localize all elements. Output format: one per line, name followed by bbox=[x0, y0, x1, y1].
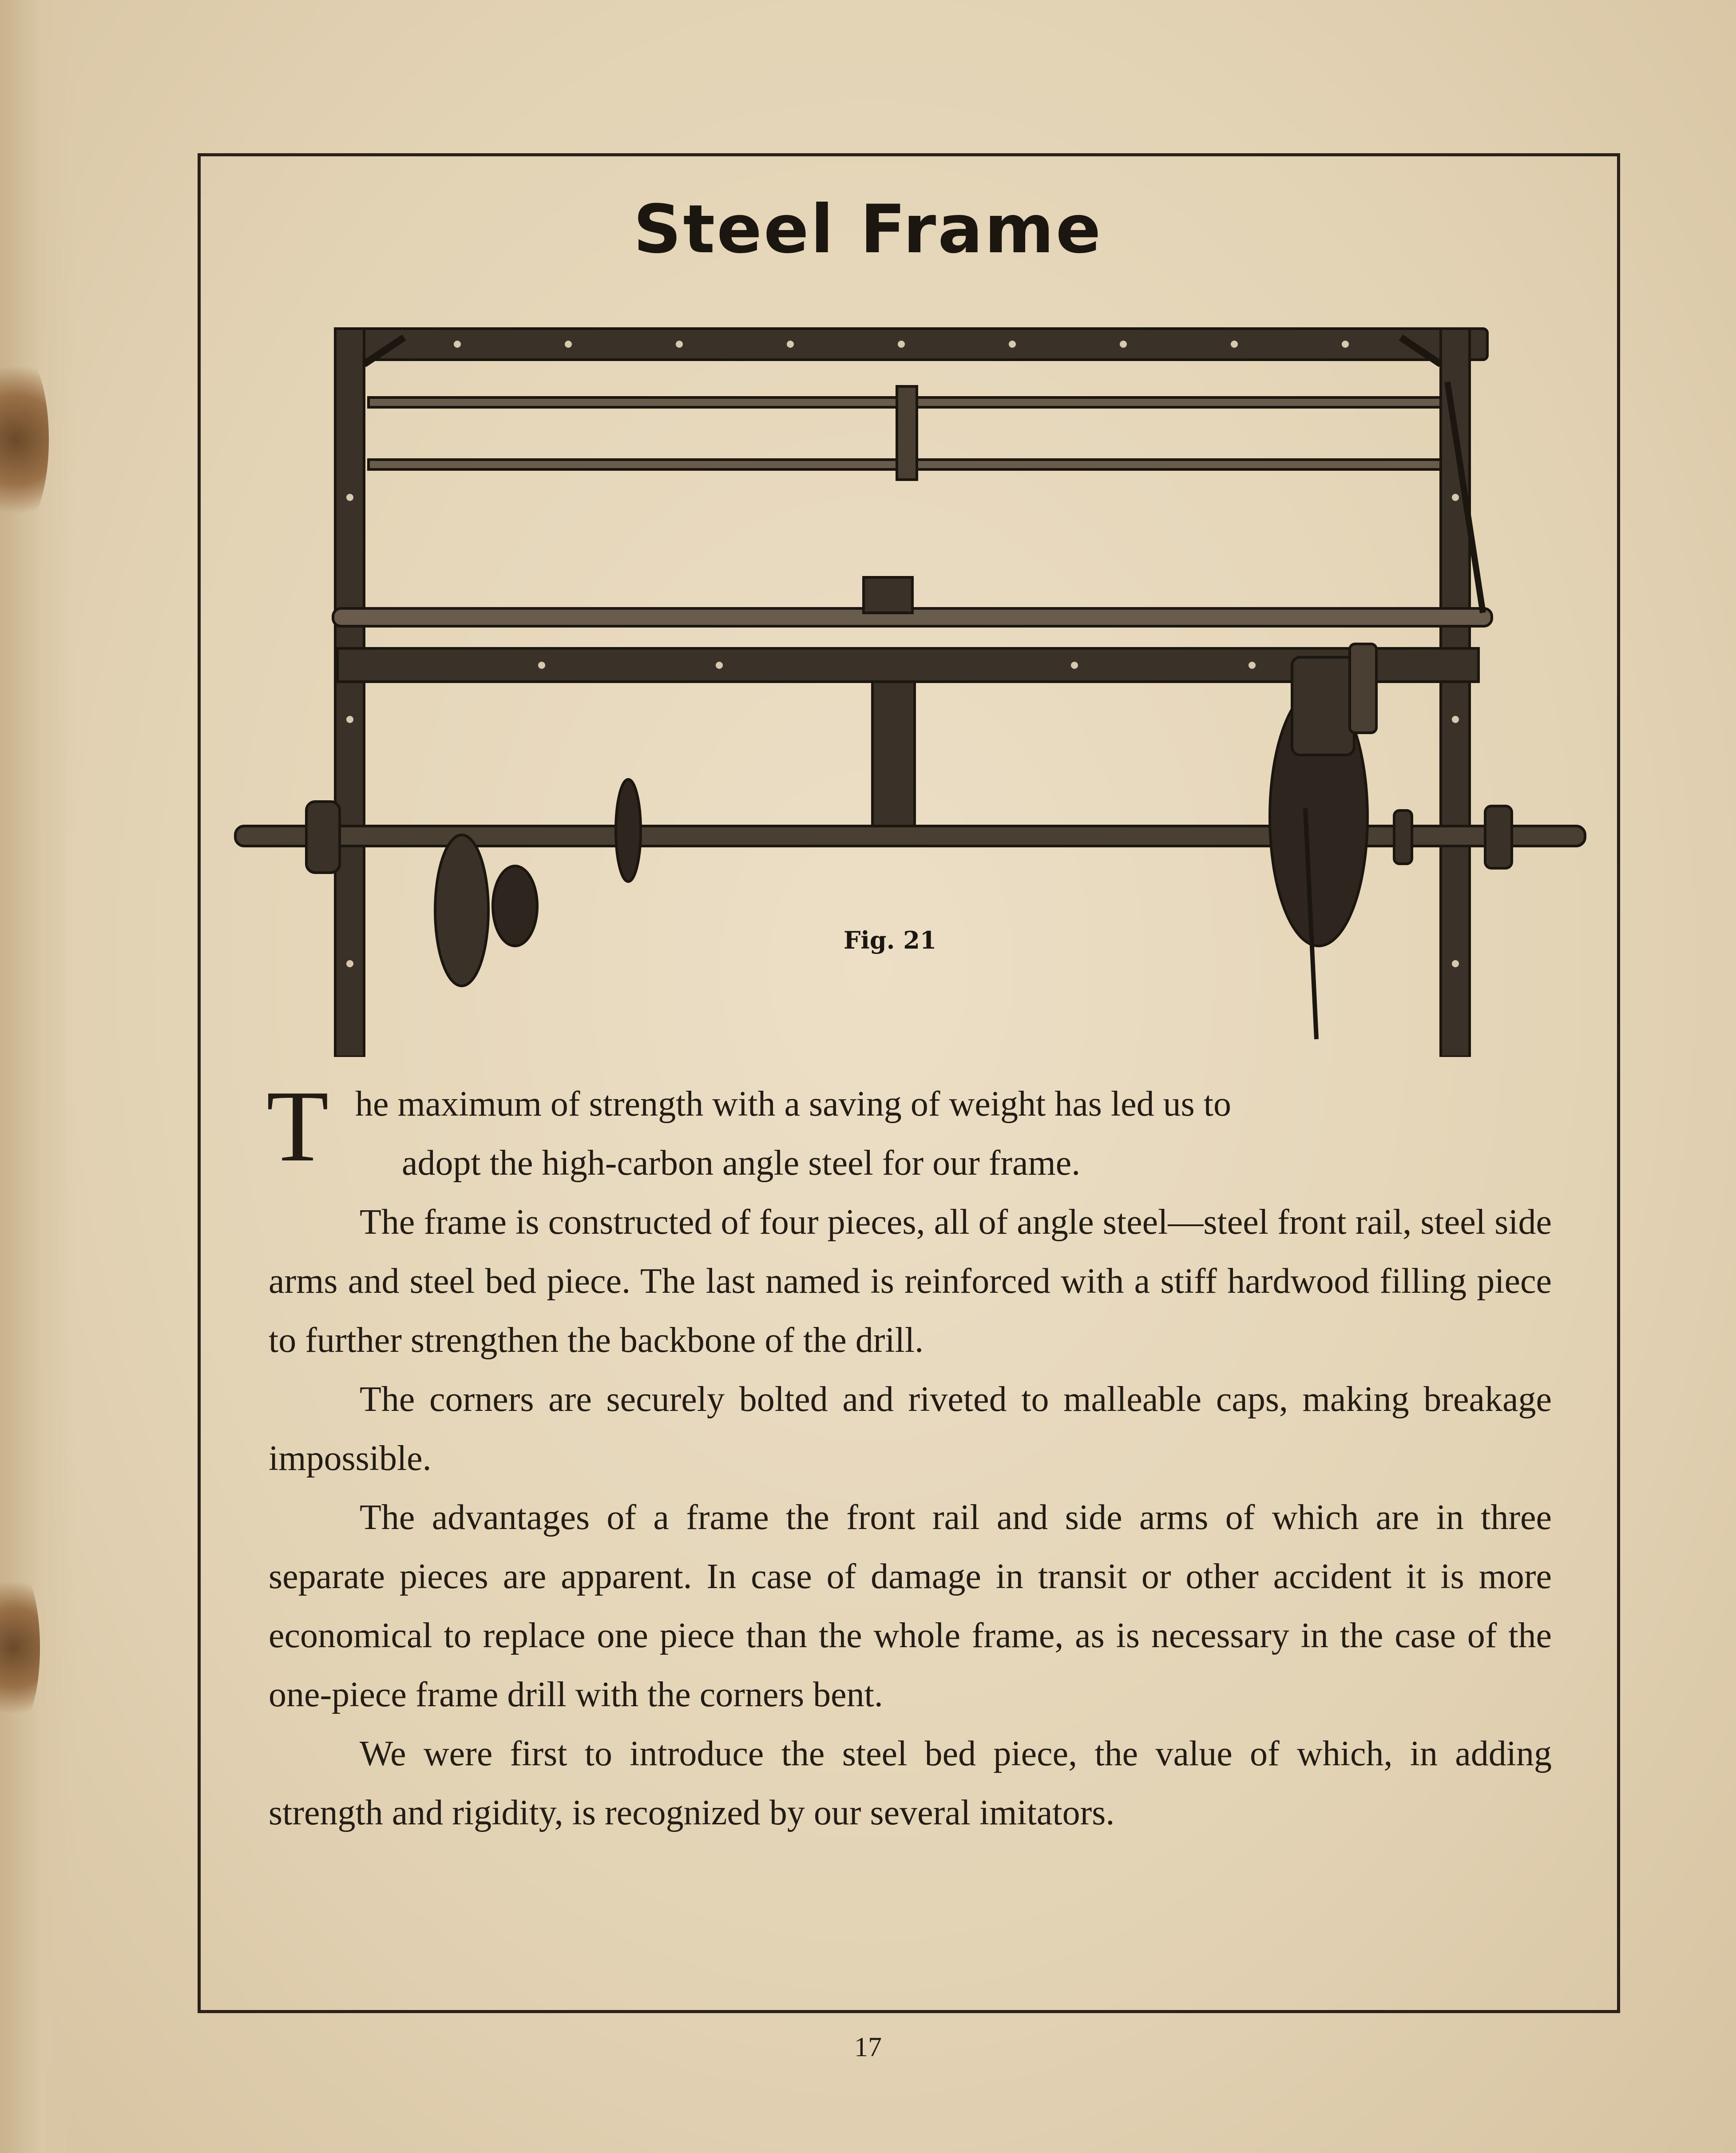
figure-label: Fig. 21 bbox=[844, 926, 937, 954]
left-side-arm bbox=[335, 329, 364, 1057]
top-rail bbox=[342, 329, 1487, 360]
paragraph-5: We were first to introduce the steel bed piece, the value of which, in adding strength and rigidity, is recognized by our several imitators. bbox=[269, 1734, 1552, 1832]
paragraph-1-line-2: adopt the high-carbon angle steel for our frame. bbox=[402, 1144, 1081, 1183]
drop-cap: T bbox=[266, 1069, 329, 1183]
center-bracket bbox=[864, 577, 912, 613]
paragraph-1-line-1: he maximum of strength with a saving of weight has led us to bbox=[355, 1084, 1232, 1124]
paragraph-3: The corners are securely bolted and riveted to malleable caps, making breakage impossible. bbox=[269, 1380, 1552, 1478]
page-number: 17 bbox=[854, 2032, 882, 2062]
drive-gear bbox=[616, 779, 641, 882]
left-pulley bbox=[435, 835, 488, 986]
paragraph-4: The advantages of a frame the front rail and side arms of which are in three separate pieces are apparent. In case of damage in transit or other accident it is more economical to replace one piece than the whole frame, as is necessary in the case of the one-piece frame drill with the corners bent. bbox=[269, 1498, 1552, 1714]
body-text bbox=[266, 1069, 1552, 1843]
book-spine-shadow bbox=[0, 0, 75, 2153]
main-axle bbox=[235, 826, 1585, 846]
paragraph-2: The frame is constructed of four pieces, all of angle steel—steel front rail, steel side arms and steel bed piece. The last named is reinforced with a stiff hardwood filling piece to further strengthen the backbone of the drill. bbox=[269, 1203, 1552, 1360]
page-title: Steel Frame bbox=[633, 191, 1103, 268]
